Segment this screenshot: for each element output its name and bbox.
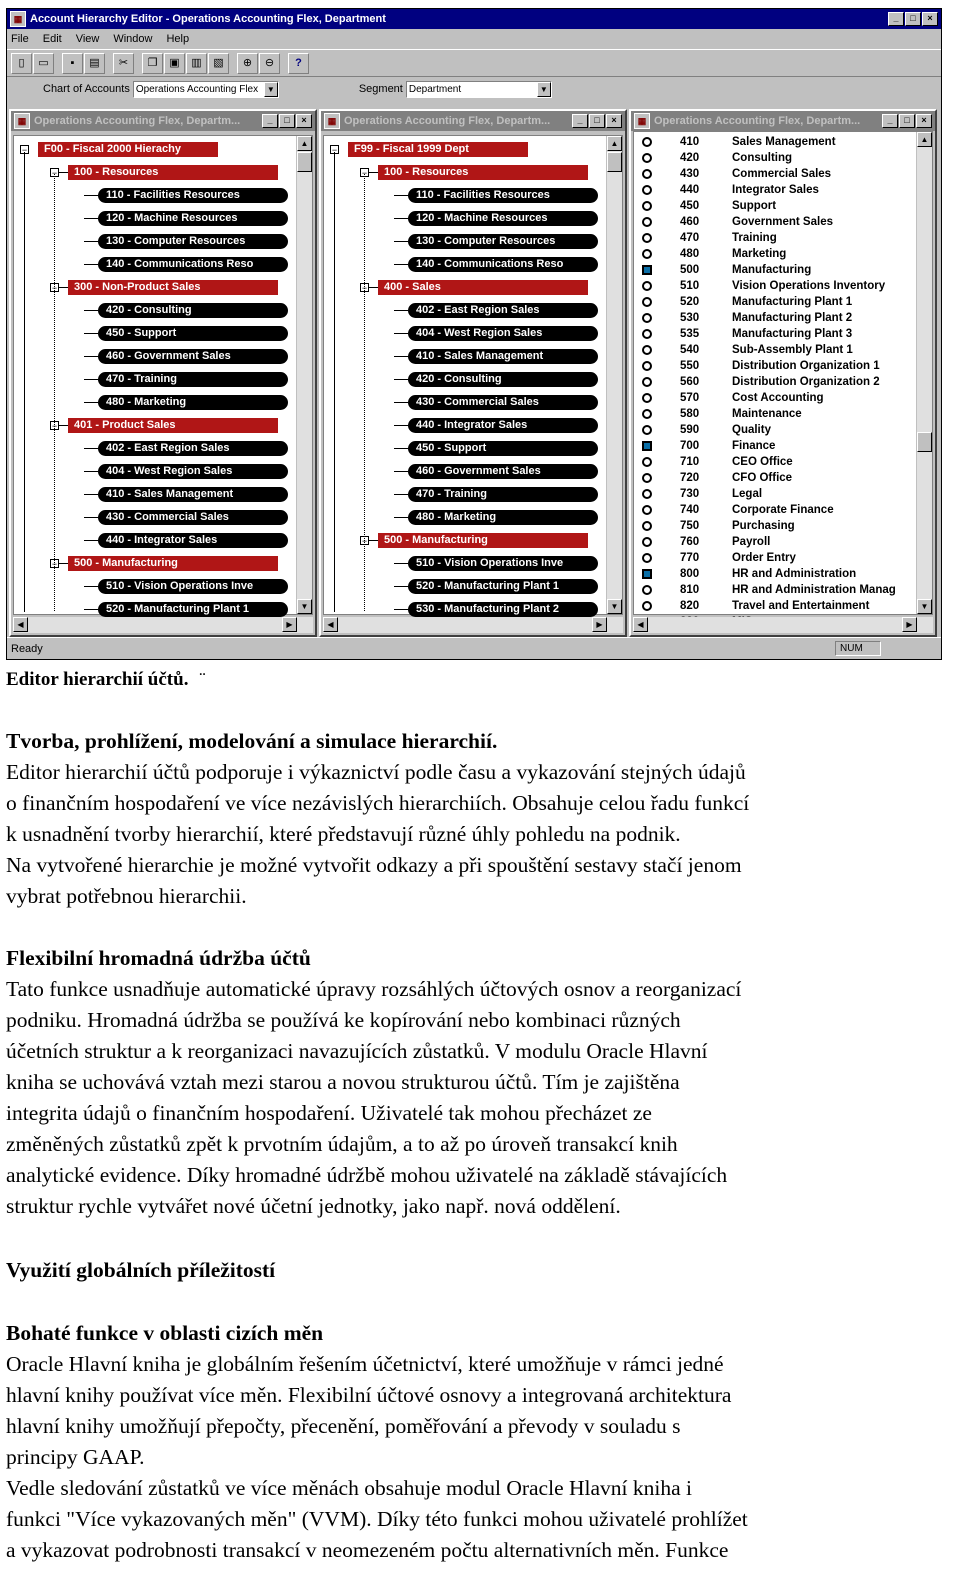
scroll-thumb[interactable] bbox=[297, 152, 312, 172]
child-value-icon bbox=[642, 201, 652, 211]
tree-node[interactable]: 500 - Manufacturing bbox=[378, 533, 588, 548]
paragraph-hromadna-udrzba: Tato funkce usnadňuje automatické úpravy rozsáhlých účtových osnov a reorganizací podniku. Hromadná údržba se používá ke kopírování nebo kombinaci různých účetních struktur a k reorganizaci navazujících zůstatků. V modulu Oracle Hlavní kniha se uchovává vztah mezi starou a novou strukturou účtů. Tím je zajištěna integrita údajů o finančním hospodaření. Uživatelé tak mohou přecházet ze změněných zůstatků zpět k prvotním údajům, a to až po úroveň transakcí knih analytické evidence. Díky hromadné údržbě mohou uživatelé na základě stávajících struktur rychle vytvářet nové účetní jednotky, jako např. nová oddělení. bbox=[6, 977, 742, 1218]
value-code: 440 bbox=[680, 184, 700, 196]
value-name: Payroll bbox=[732, 536, 771, 548]
zoom-in-icon[interactable]: ⊕ bbox=[237, 53, 258, 74]
scroll-down-icon[interactable]: ▼ bbox=[917, 599, 932, 614]
tree-node[interactable]: 510 - Vision Operations Inve bbox=[98, 579, 288, 594]
pane-2-titlebar[interactable]: ▦ Operations Accounting Flex, Departm... _ □ × bbox=[321, 111, 625, 131]
tree-node[interactable]: 130 - Computer Resources bbox=[98, 234, 288, 249]
account-hierarchy-editor-window bbox=[6, 8, 942, 660]
tree-node[interactable]: F99 - Fiscal 1999 Dept bbox=[348, 142, 528, 157]
child-value-icon bbox=[642, 585, 652, 595]
tree-node[interactable]: 440 - Integrator Sales bbox=[408, 418, 598, 433]
value-code: 700 bbox=[680, 440, 700, 452]
tree-node[interactable]: 404 - West Region Sales bbox=[408, 326, 598, 341]
value-name: Manufacturing bbox=[732, 264, 812, 276]
child-value-icon bbox=[642, 521, 652, 531]
child-value-icon bbox=[642, 409, 652, 419]
child-value-icon bbox=[642, 505, 652, 515]
child-value-icon bbox=[642, 377, 652, 387]
child-value-icon bbox=[642, 185, 652, 195]
collapse-toggle-icon[interactable]: − bbox=[21, 145, 28, 155]
tree-node[interactable]: 410 - Sales Management bbox=[408, 349, 598, 364]
main-titlebar[interactable] bbox=[7, 9, 941, 29]
child-value-icon bbox=[642, 361, 652, 371]
collapse-toggle-icon[interactable]: − bbox=[51, 559, 58, 569]
child-value-icon bbox=[642, 153, 652, 163]
tree-node[interactable]: 460 - Government Sales bbox=[98, 349, 288, 364]
menubar bbox=[7, 29, 941, 49]
paragraph-cizi-meny: Oracle Hlavní kniha je globálním řešením účetnictví, které umožňuje v rámci jedné hlavní knihy používat více měn. Flexibilní účtové osnovy a integrovaná architektura hlavní knihy umožňují přepočty, přecenění, poměřování a převody v souladu s principy GAAP. Vedle sledování zůstatků ve více měnách obsahuje modul Oracle Hlavní kniha i funkci "Více vykazovaných měn" (VVM). Díky této funkci mohou uživatelé prohlížet a vykazovat podrobnosti transakcí v neomezeném počtu alternativních měn. Funkce bbox=[6, 1352, 748, 1562]
hierarchy-pane-1 bbox=[9, 109, 317, 637]
list-window-icon: ▦ bbox=[634, 113, 650, 129]
scroll-right-icon[interactable]: ▶ bbox=[902, 617, 917, 632]
value-code: 535 bbox=[680, 328, 700, 340]
tree-node[interactable]: 500 - Manufacturing bbox=[68, 556, 278, 571]
value-name: Finance bbox=[732, 440, 776, 452]
scroll-left-icon[interactable]: ◀ bbox=[633, 617, 648, 632]
child-value-icon bbox=[642, 329, 652, 339]
scroll-thumb[interactable] bbox=[917, 432, 932, 452]
segment-combo[interactable]: Department ▼ bbox=[406, 81, 552, 98]
value-code: 760 bbox=[680, 536, 700, 548]
child-value-icon bbox=[642, 297, 652, 307]
maximize-button[interactable]: □ bbox=[589, 114, 605, 128]
open-folder-icon[interactable]: ▭ bbox=[33, 53, 54, 74]
tree-node[interactable]: 110 - Facilities Resources bbox=[408, 188, 598, 203]
horizontal-scrollbar[interactable] bbox=[633, 617, 933, 633]
tree-node[interactable]: 440 - Integrator Sales bbox=[98, 533, 288, 548]
heading-cizi-meny: Bohaté funkce v oblasti cizích měn bbox=[6, 1321, 324, 1345]
tree-view[interactable] bbox=[323, 135, 623, 615]
vertical-scrollbar[interactable] bbox=[296, 136, 312, 614]
scroll-down-icon[interactable]: ▼ bbox=[607, 599, 622, 614]
value-code: 430 bbox=[680, 168, 700, 180]
toolbar bbox=[7, 49, 941, 77]
child-value-icon bbox=[642, 601, 652, 611]
app-icon: ▦ bbox=[10, 11, 26, 27]
caption-mark: ¨ bbox=[199, 669, 206, 690]
value-name: Distribution Organization 1 bbox=[732, 360, 880, 372]
collapse-toggle-icon[interactable]: − bbox=[51, 421, 58, 431]
pane-3-titlebar[interactable]: ▦ Operations Accounting Flex, Departm... _ □ × bbox=[631, 111, 935, 131]
value-code: 470 bbox=[680, 232, 700, 244]
close-button[interactable]: × bbox=[922, 12, 938, 26]
value-name: Manufacturing Plant 1 bbox=[732, 296, 853, 308]
maximize-button[interactable]: □ bbox=[905, 12, 921, 26]
child-value-icon bbox=[642, 457, 652, 467]
tree-node[interactable]: 404 - West Region Sales bbox=[98, 464, 288, 479]
minimize-button[interactable]: _ bbox=[572, 114, 588, 128]
child-value-icon bbox=[642, 169, 652, 179]
value-name: Order Entry bbox=[732, 552, 796, 564]
heading-globalni-prilezitosti: Využití globálních příležitostí bbox=[6, 1258, 276, 1282]
minimize-button[interactable]: _ bbox=[888, 12, 904, 26]
child-value-icon bbox=[642, 473, 652, 483]
heading-tvorba: Tvorba, prohlížení, modelování a simulace hierarchií. bbox=[6, 729, 498, 753]
pane-1-titlebar[interactable]: ▦ Operations Accounting Flex, Departm... _ □ × bbox=[11, 111, 315, 131]
value-code: 750 bbox=[680, 520, 700, 532]
tree-node[interactable]: 470 - Training bbox=[408, 487, 598, 502]
tree-node[interactable]: 300 - Non-Product Sales bbox=[68, 280, 278, 295]
scroll-up-icon[interactable]: ▲ bbox=[917, 132, 932, 147]
parent-value-icon bbox=[642, 569, 652, 579]
segment-selector-row bbox=[7, 77, 941, 101]
tree-window-icon: ▦ bbox=[14, 113, 30, 129]
value-code: 580 bbox=[680, 408, 700, 420]
value-code: 730 bbox=[680, 488, 700, 500]
value-name: Sub-Assembly Plant 1 bbox=[732, 344, 853, 356]
minimize-button[interactable]: _ bbox=[882, 114, 898, 128]
tree-node[interactable]: 402 - East Region Sales bbox=[98, 441, 288, 456]
tree-node[interactable]: 480 - Marketing bbox=[408, 510, 598, 525]
collapse-toggle-icon[interactable]: − bbox=[361, 536, 368, 546]
tree-node[interactable]: 480 - Marketing bbox=[98, 395, 288, 410]
tree-node[interactable]: 100 - Resources bbox=[68, 165, 278, 180]
value-code: 800 bbox=[680, 568, 700, 580]
segment-label: Segment bbox=[358, 83, 403, 95]
chart-of-accounts-combo[interactable]: Operations Accounting Flex ▼ bbox=[133, 81, 279, 98]
tree-view[interactable] bbox=[13, 135, 313, 615]
tree-node[interactable]: 510 - Vision Operations Inve bbox=[408, 556, 598, 571]
properties-icon[interactable]: ▥ bbox=[186, 53, 207, 74]
tree-node[interactable]: 520 - Manufacturing Plant 1 bbox=[408, 579, 598, 594]
value-code: 820 bbox=[680, 600, 700, 612]
value-name: Manufacturing Plant 2 bbox=[732, 312, 853, 324]
maximize-button[interactable]: □ bbox=[899, 114, 915, 128]
hierarchy-pane-2 bbox=[319, 109, 627, 637]
menu-view[interactable]: View bbox=[75, 33, 100, 45]
cut-icon[interactable]: ✂ bbox=[113, 53, 134, 74]
value-name: Legal bbox=[732, 488, 763, 500]
child-value-icon bbox=[642, 281, 652, 291]
value-code: 500 bbox=[680, 264, 700, 276]
scroll-left-icon[interactable]: ◀ bbox=[323, 617, 338, 632]
child-value-icon bbox=[642, 425, 652, 435]
value-code: 710 bbox=[680, 456, 700, 468]
menu-help[interactable]: Help bbox=[166, 33, 190, 45]
value-code: 420 bbox=[680, 152, 700, 164]
value-code: 520 bbox=[680, 296, 700, 308]
tree-node[interactable]: 530 - Manufacturing Plant 2 bbox=[408, 602, 598, 617]
scroll-right-icon[interactable]: ▶ bbox=[592, 617, 607, 632]
menu-edit[interactable]: Edit bbox=[42, 33, 62, 45]
collapse-toggle-icon[interactable]: − bbox=[331, 145, 338, 155]
value-code: 810 bbox=[680, 584, 700, 596]
child-value-icon bbox=[642, 553, 652, 563]
paste-icon[interactable]: ▣ bbox=[164, 53, 185, 74]
new-document-icon[interactable]: ▯ bbox=[11, 53, 32, 74]
parent-value-icon bbox=[642, 265, 652, 275]
value-name: Travel and Entertainment bbox=[732, 600, 870, 612]
child-value-icon bbox=[642, 233, 652, 243]
zoom-out-icon[interactable]: ⊖ bbox=[259, 53, 280, 74]
tree-window-icon: ▦ bbox=[324, 113, 340, 129]
collapse-toggle-icon[interactable]: − bbox=[361, 168, 368, 178]
scroll-up-icon[interactable]: ▲ bbox=[297, 136, 312, 151]
collapse-toggle-icon[interactable]: − bbox=[51, 283, 58, 293]
value-code: 740 bbox=[680, 504, 700, 516]
value-code: 410 bbox=[680, 136, 700, 148]
scroll-up-icon[interactable]: ▲ bbox=[607, 136, 622, 151]
tree-node[interactable]: 420 - Consulting bbox=[98, 303, 288, 318]
find-icon[interactable]: ▧ bbox=[208, 53, 229, 74]
value-name: Maintenance bbox=[732, 408, 802, 420]
value-code: 720 bbox=[680, 472, 700, 484]
value-name: Consulting bbox=[732, 152, 793, 164]
tree-node[interactable]: 402 - East Region Sales bbox=[408, 303, 598, 318]
close-button[interactable]: × bbox=[916, 114, 932, 128]
help-icon[interactable]: ? bbox=[288, 53, 309, 74]
value-name: CEO Office bbox=[732, 456, 793, 468]
scroll-down-icon[interactable]: ▼ bbox=[297, 599, 312, 614]
vertical-scrollbar[interactable] bbox=[916, 132, 932, 614]
tree-node[interactable]: 430 - Commercial Sales bbox=[98, 510, 288, 525]
maximize-button[interactable]: □ bbox=[279, 114, 295, 128]
child-value-icon bbox=[642, 393, 652, 403]
chevron-down-icon[interactable]: ▼ bbox=[537, 82, 551, 97]
num-lock-indicator: NUM bbox=[835, 641, 881, 656]
tree-node[interactable]: 450 - Support bbox=[408, 441, 598, 456]
scroll-left-icon[interactable]: ◀ bbox=[13, 617, 28, 632]
value-code: 540 bbox=[680, 344, 700, 356]
value-name: CFO Office bbox=[732, 472, 793, 484]
tree-node[interactable]: 130 - Computer Resources bbox=[408, 234, 598, 249]
segment-value-list[interactable] bbox=[633, 131, 933, 615]
tree-node[interactable]: 100 - Resources bbox=[378, 165, 588, 180]
value-code: 560 bbox=[680, 376, 700, 388]
tree-node[interactable]: 470 - Training bbox=[98, 372, 288, 387]
value-code: 450 bbox=[680, 200, 700, 212]
parent-value-icon bbox=[642, 441, 652, 451]
value-name: Training bbox=[732, 232, 777, 244]
value-name: HR and Administration Manag bbox=[732, 584, 896, 596]
value-code: 590 bbox=[680, 424, 700, 436]
value-code: 480 bbox=[680, 248, 700, 260]
value-code: 770 bbox=[680, 552, 700, 564]
value-name: Cost Accounting bbox=[732, 392, 824, 404]
tree-node[interactable]: 450 - Support bbox=[98, 326, 288, 341]
child-value-icon bbox=[642, 489, 652, 499]
menu-file[interactable]: File bbox=[11, 33, 29, 45]
tree-node[interactable]: F00 - Fiscal 2000 Hierachy bbox=[38, 142, 218, 157]
child-value-icon bbox=[642, 137, 652, 147]
status-bar bbox=[7, 637, 941, 659]
value-name: Marketing bbox=[732, 248, 787, 260]
scroll-right-icon[interactable]: ▶ bbox=[282, 617, 297, 632]
value-name: Distribution Organization 2 bbox=[732, 376, 880, 388]
child-value-icon bbox=[642, 249, 652, 259]
value-name: Manufacturing Plant 3 bbox=[732, 328, 853, 340]
value-name: Vision Operations Inventory bbox=[732, 280, 886, 292]
copy-icon[interactable]: ❐ bbox=[142, 53, 163, 74]
value-name: Sales Management bbox=[732, 136, 836, 148]
value-name: Support bbox=[732, 200, 777, 212]
status-text: Ready bbox=[11, 642, 43, 655]
value-code: 510 bbox=[680, 280, 700, 292]
chart-of-accounts-label: Chart of Accounts bbox=[43, 83, 130, 95]
minimize-button[interactable]: _ bbox=[262, 114, 278, 128]
save-icon[interactable]: ▪ bbox=[62, 53, 83, 74]
print-icon[interactable]: ▤ bbox=[84, 53, 105, 74]
tree-node[interactable]: 430 - Commercial Sales bbox=[408, 395, 598, 410]
paragraph-tvorba: Editor hierarchií účtů podporuje i výkaznictví podle času a vykazování stejných údajů o finančním hospodaření ve více nezávislých hierarchiích. Obsahuje celou řadu funkcí k usnadnění tvorby hierarchií, které představují různé úhly pohledu na podnik. Na vytvořené hierarchie je možné vytvořit odkazy a při spouštění sestavy stačí jenom vybrat potřebnou hierarchii. bbox=[6, 760, 750, 908]
child-value-icon bbox=[642, 313, 652, 323]
value-name: Commercial Sales bbox=[732, 168, 832, 180]
tree-node[interactable]: 520 - Manufacturing Plant 1 bbox=[98, 602, 288, 617]
tree-node[interactable]: 400 - Sales bbox=[378, 280, 588, 295]
tree-node[interactable]: 110 - Facilities Resources bbox=[98, 188, 288, 203]
chevron-down-icon[interactable]: ▼ bbox=[264, 82, 278, 97]
figure-caption: Editor hierarchií účtů. ¨ bbox=[6, 669, 206, 690]
value-name: HR and Administration bbox=[732, 568, 857, 580]
horizontal-scrollbar[interactable] bbox=[13, 617, 313, 633]
tree-node[interactable]: 410 - Sales Management bbox=[98, 487, 288, 502]
close-button[interactable]: × bbox=[296, 114, 312, 128]
value-code: 570 bbox=[680, 392, 700, 404]
tree-node[interactable]: 120 - Machine Resources bbox=[98, 211, 288, 226]
segment-values-pane bbox=[629, 109, 937, 637]
value-name: Quality bbox=[732, 424, 771, 436]
horizontal-scrollbar[interactable] bbox=[323, 617, 623, 633]
tree-node[interactable]: 120 - Machine Resources bbox=[408, 211, 598, 226]
collapse-toggle-icon[interactable]: − bbox=[51, 168, 58, 178]
menu-window[interactable]: Window bbox=[113, 33, 153, 45]
value-code: 550 bbox=[680, 360, 700, 372]
value-name: Integrator Sales bbox=[732, 184, 819, 196]
child-value-icon bbox=[642, 537, 652, 547]
value-name: Government Sales bbox=[732, 216, 833, 228]
value-name: Corporate Finance bbox=[732, 504, 834, 516]
tree-node[interactable]: 140 - Communications Reso bbox=[408, 257, 598, 272]
collapse-toggle-icon[interactable]: − bbox=[361, 283, 368, 293]
child-value-icon bbox=[642, 217, 652, 227]
close-button[interactable]: × bbox=[606, 114, 622, 128]
tree-node[interactable]: 401 - Product Sales bbox=[68, 418, 278, 433]
heading-hromadna-udrzba: Flexibilní hromadná údržba účtů bbox=[6, 946, 311, 970]
tree-node[interactable]: 420 - Consulting bbox=[408, 372, 598, 387]
child-value-icon bbox=[642, 345, 652, 355]
window-title: Account Hierarchy Editor - Operations Accounting Flex, Department bbox=[30, 13, 386, 25]
scroll-thumb[interactable] bbox=[607, 152, 622, 172]
vertical-scrollbar[interactable] bbox=[606, 136, 622, 614]
tree-node[interactable]: 140 - Communications Reso bbox=[98, 257, 288, 272]
value-code: 530 bbox=[680, 312, 700, 324]
value-name: Purchasing bbox=[732, 520, 795, 532]
tree-node[interactable]: 460 - Government Sales bbox=[408, 464, 598, 479]
value-code: 460 bbox=[680, 216, 700, 228]
